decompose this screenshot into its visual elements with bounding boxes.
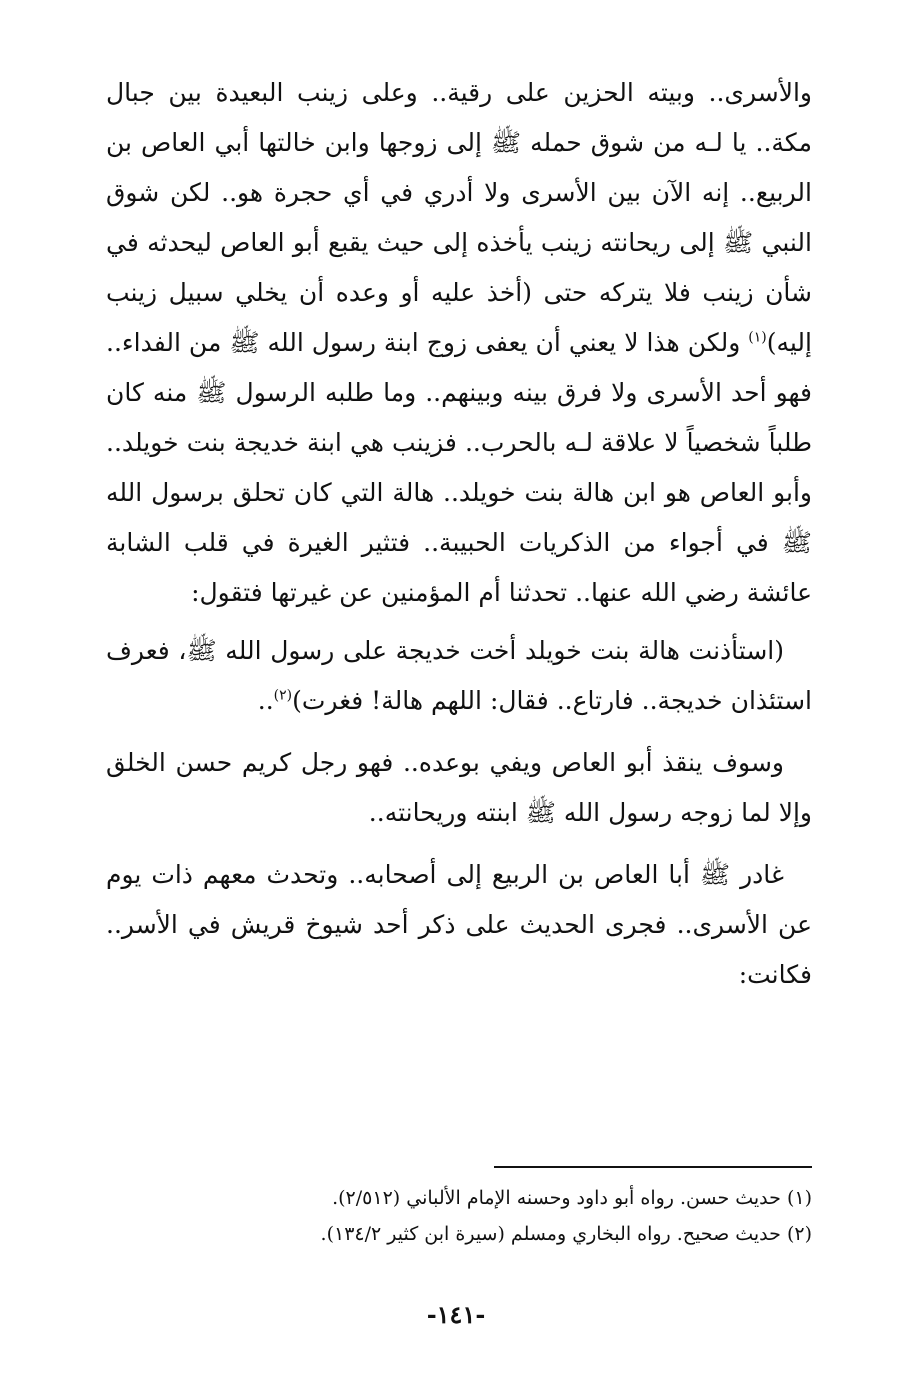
- page-number: -١٤١-: [426, 1300, 486, 1329]
- paragraph-4: غادر ﷺ أبا العاص بن الربيع إلى أصحابه.. وتحدث معهم ذات يوم عن الأسرى.. فجرى الحديث على ذكر أحد شيوخ قريش في الأسر.. فكانت:: [106, 860, 812, 989]
- footnote-1: (١) حديث حسن. رواه أبو داود وحسنه الإمام الألباني (٢/٥١٢).: [332, 1187, 812, 1209]
- footnote-divider: [494, 1166, 812, 1168]
- footnote-2: (٢) حديث صحيح. رواه البخاري ومسلم (سيرة ابن كثير ١٣٤/٢).: [320, 1223, 812, 1245]
- paragraph-1: [106, 68, 812, 618]
- paragraph-1-text: والأسرى.. وبيته الحزين على رقية.. وعلى زينب البعيدة بين جبال مكة.. يا لـه من شوق حمله ﷺ إلى زوجها وابن خالتها أبي العاص بن الربيع.. إنه الآن بين الأسرى ولا أدري في أي حجرة هو.. لكن شوق النبي ﷺ إلى ريحانته زينب يأخذه إلى حيث يقبع أبو العاص ليحدثه في شأن زينب فلا يتركه حتى (أخذ عليه أو وعده أن يخلي سبيل زينب إليه): [106, 78, 812, 357]
- paragraph-3: وسوف ينقذ أبو العاص ويفي بوعده.. فهو رجل كريم حسن الخلق وإلا لما زوجه رسول الله ﷺ ابنته وريحانته..: [106, 748, 812, 827]
- quote-paragraph: [106, 626, 812, 726]
- footnote-ref-2: (٢): [273, 687, 293, 704]
- quote-tail: ..: [257, 686, 274, 715]
- footnotes: [106, 1180, 812, 1252]
- main-text: [106, 68, 812, 1012]
- quote-text: (استأذنت هالة بنت خويلد أخت خديجة على رسول الله ﷺ، فعرف استئذان خديجة.. فارتاع.. فقال: اللهم هالة! فغرت): [106, 636, 812, 715]
- footnote-ref-1: (١): [748, 329, 767, 346]
- paragraph-1-continuation: ولكن هذا لا يعني أن يعفى زوج ابنة رسول الله ﷺ من الفداء.. فهو أحد الأسرى ولا فرق بينه وبينهم.. وما طلبه الرسول ﷺ منه كان طلباً شخصياً لا علاقة لـه بالحرب.. فزينب هي ابنة خديجة بنت خويلد.. وأبو العاص هو ابن هالة بنت خويلد.. هالة التي كان تحلق برسول الله ﷺ في أجواء من الذكريات الحبيبة.. فتثير الغيرة في قلب الشابة عائشة رضي الله عنها.. تحدثنا أم المؤمنين عن غيرتها فتقول:: [106, 328, 812, 607]
